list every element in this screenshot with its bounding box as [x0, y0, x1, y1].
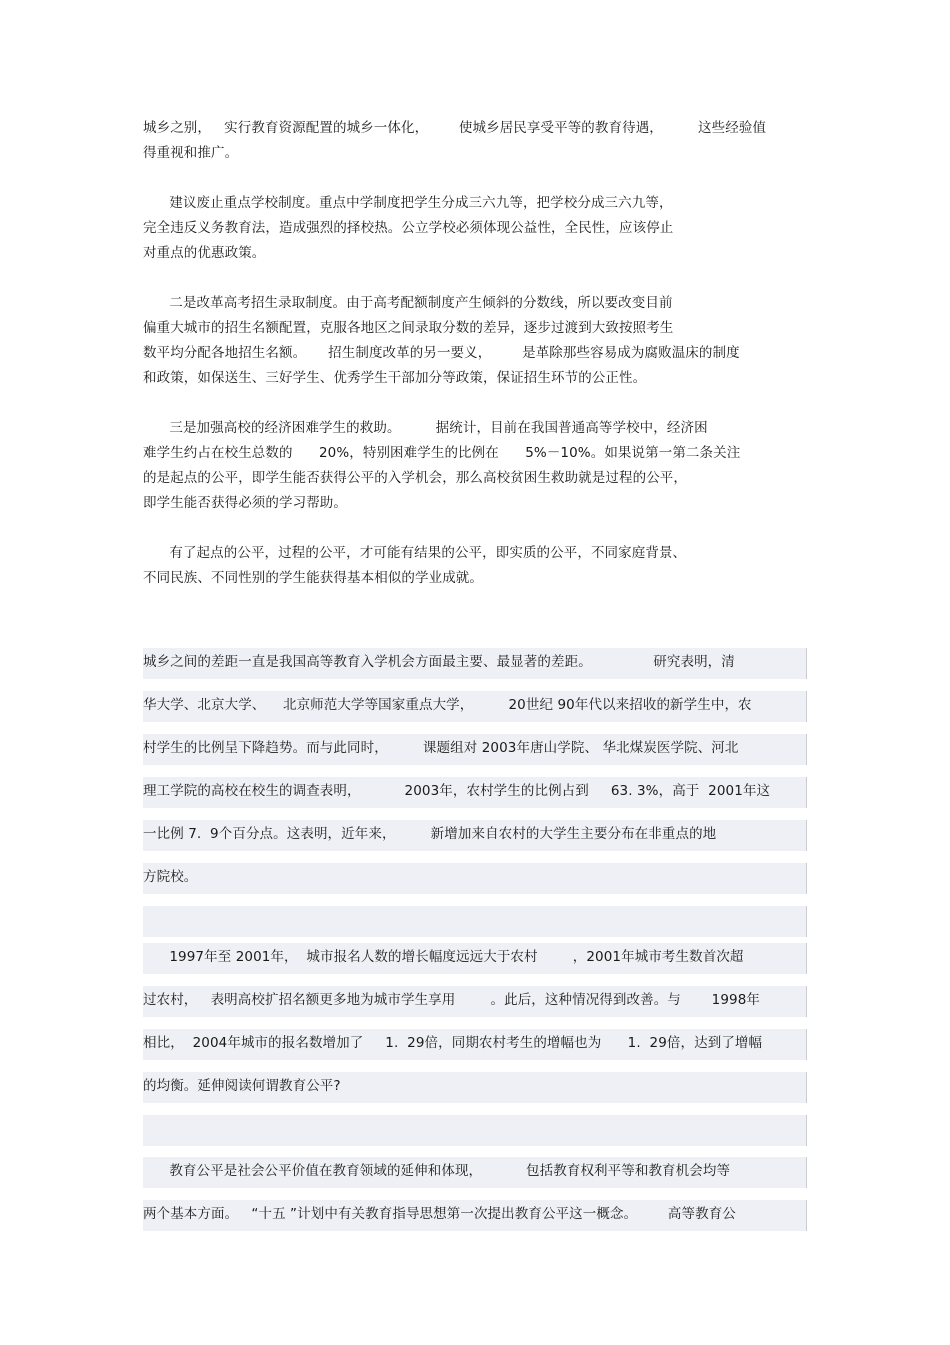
text-line: 过农村， 表明高校扩招名额更多地为城市学生享用 。此后，这种情况得到改善。与 1998年: [143, 992, 760, 1008]
text-line: 村学生的比例呈下降趋势。而与此同时， 课题组对 2003年唐山学院、 华北煤炭医学院、河北: [143, 740, 739, 756]
text-line: 两个基本方面。 “十五 ”计划中有关教育指导思想第一次提出教育公平这一概念。 高等教育公: [143, 1206, 736, 1222]
text-line: 相比， 2004年城市的报名数增加了 1. 29倍，同期农村考生的增幅也为 1. 29倍，达到了增幅: [143, 1035, 763, 1051]
text-line: 1997年至 2001年， 城市报名人数的增长幅度远远大于农村 ，2001年城市考生数首次超: [143, 949, 744, 965]
text-line: 偏重大城市的招生名额配置，克服各地区之间录取分数的差异，逐步过渡到大致按照考生: [143, 320, 674, 336]
text-line: 的是起点的公平，即学生能否获得公平的入学机会，那么高校贫困生救助就是过程的公平，: [143, 470, 687, 486]
text-line: 完全违反义务教育法，造成强烈的择校热。公立学校必须体现公益性，全民性，应该停止: [143, 220, 674, 236]
text-band: [143, 1115, 807, 1146]
text-line: 数平均分配各地招生名额。 招生制度改革的另一要义， 是革除那些容易成为腐败温床的制度: [143, 345, 740, 361]
text-line: 即学生能否获得必须的学习帮助。: [143, 495, 347, 511]
text-line: 建议废止重点学校制度。重点中学制度把学生分成三六九等，把学校分成三六九等，: [143, 195, 673, 211]
text-line: 华大学、北京大学、 北京师范大学等国家重点大学， 20世纪 90年代以来招收的新学生中，农: [143, 697, 752, 713]
text-line: 理工学院的高校在校生的调查表明， 2003年，农村学生的比例占到 63. 3%，高于 2001年这: [143, 783, 771, 799]
text-line: 城乡之别， 实行教育资源配置的城乡一体化， 使城乡居民享受平等的教育待遇， 这些经验值: [143, 120, 767, 136]
text-line: 得重视和推广。: [143, 145, 239, 161]
text-line: 和政策，如保送生、三好学生、优秀学生干部加分等政策，保证招生环节的公正性。: [143, 370, 647, 386]
text-line: 对重点的优惠政策。: [143, 245, 266, 261]
text-band: [143, 863, 807, 894]
text-band: [143, 906, 807, 937]
text-line: 二是改革高考招生录取制度。由于高考配额制度产生倾斜的分数线，所以要改变目前: [143, 295, 673, 311]
text-line: 三是加强高校的经济困难学生的救助。 据统计，目前在我国普通高等学校中，经济困: [143, 420, 708, 436]
text-line: 教育公平是社会公平价值在教育领域的延伸和体现， 包括教育权利平等和教育机会均等: [143, 1163, 731, 1179]
text-line: 有了起点的公平，过程的公平，才可能有结果的公平，即实质的公平，不同家庭背景、: [143, 545, 687, 561]
text-line: 一比例 7. 9个百分点。这表明，近年来， 新增加来自农村的大学生主要分布在非重点的地: [143, 826, 717, 842]
text-line: 难学生约占在校生总数的 20%，特别困难学生的比例在 5%－10%。如果说第一第二条关注: [143, 445, 741, 461]
text-line: 不同民族、不同性别的学生能获得基本相似的学业成就。: [143, 570, 483, 586]
text-line: 的均衡。延伸阅读何谓教育公平?: [143, 1078, 341, 1094]
text-line: 城乡之间的差距一直是我国高等教育入学机会方面最主要、最显著的差距。 研究表明，清: [143, 654, 735, 670]
text-line: 方院校。: [143, 869, 198, 885]
